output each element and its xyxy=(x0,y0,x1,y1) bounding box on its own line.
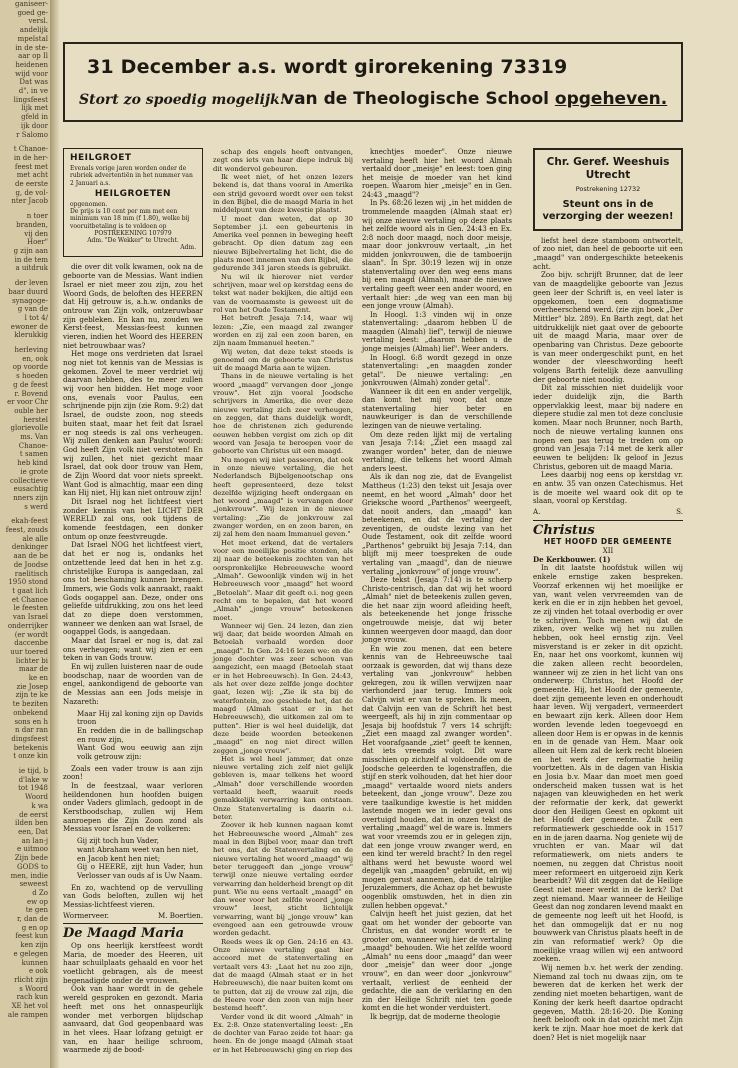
adjacent-page-text-line: Woord xyxy=(25,793,48,802)
paragraph: Zoo bijv. schrijft Brunner, dat de leer van de maagdelijke geboorte van Jezus geen leer der Schrift is, en veel later is opgekomen, toen een dogmatisme overheerschend werd. (zie zijn boek „Der Mittler" blz. 289). En Barth zegt, dat het uitdrukkelijk niet gaat over de geboorte uit de maagd Maria, maar over de openbaring van Christus. Deze geboorte is van meer ondergeschikt punt, en het wonder der vleeschwording heeft volgens Barth feitelijk deze aanvulling der geboorte niet noodig. xyxy=(533,270,683,384)
heilgroeten-text: opgenomen. xyxy=(70,201,108,209)
column-1-signature xyxy=(63,912,203,921)
paragraph: Het moge ons verdrieten dat Israel nog niet tot kennis van de Messias is gekomen. Zovel te meer verdriet wij daarvan hebben, des te meer zullen wij voor hen bidden. Het moge voor ons, evenals voor Paulus, een schrijnende pijn zijn (zie Rom. 9:2) dat Israel, de oudste zoon, nog steeds buiten staat, maar het feit dat Israel er nog steeds is zal ons verheugen. Wij zullen denken aan Paulus' woord: God heeft Zijn volk niet verstoten! En wij zullen, het niet gezicht maar Israel, dat ook door trouw van Hem, de Zijn Woord dat voor niets spreekt. Want God is almachtig, maar een ding kan Hij niet, Hij kan niet ontrouw zijn! xyxy=(63,349,203,498)
maagd-maria-paragraphs xyxy=(63,942,203,1055)
adjacent-page-text-line: n dar ran xyxy=(15,726,48,735)
adjacent-page-text-line: collectieve xyxy=(10,476,48,485)
adjacent-page-text-line: ale alle xyxy=(22,534,48,543)
adjacent-page-text-line: met acht xyxy=(16,171,48,180)
adjacent-page-text-line: de eerste xyxy=(14,180,48,189)
adjacent-page-text-line: s Woord xyxy=(19,984,48,993)
column-4 xyxy=(533,148,683,1042)
paragraph: Dit Israel nog het lichtfeest viert zonder kennis van het LICHT DER WERELD zal ons, ook tijdens de komende feestdagen, een donker ontum op onze feestvreugde. xyxy=(63,497,203,541)
adjacent-page-text-line: baar duurd xyxy=(8,287,48,296)
adjacent-page-text-line: rach kun xyxy=(16,993,48,1002)
adjacent-page-text-line: er voor Chr xyxy=(7,398,48,407)
paragraph: Ook van haar wordt in de gehele wereld gesproken en gezondt. Maria heeft met ons het onnaspeurlijk wonder met verborgen blijdschap aanvaard, dat God geopenbaard was in het vlees. Haar lofzang getuigt er van, en haar heilige schroom, waarmede zij de bood- xyxy=(63,984,203,1055)
paragraph: Wij weten, dat deze tekst steeds is genoemd om de geboorte van Christus uit de maagd Maria aan te wijzen. xyxy=(213,347,353,373)
column-4-signature xyxy=(533,508,683,517)
paragraph: Deze tekst (Jesaja 7:14) is te scherp Christo-centrisch, dan dat wij het woord „Almah" niet de beteekenis zullen geven, die het naar zijn woord afleiding heeft, als beteekenende het jonge frissche ongetrouwde meisje, dat wij beter kunnen weergeven door maagd, dan door jonge vrouw. xyxy=(362,576,512,645)
adjacent-page-text-line: r Salomo xyxy=(16,130,48,139)
adjacent-page-text-line: XE het vol xyxy=(11,1002,48,1011)
paragraph: Het moet erkend, dat de vertalers voor een moeilijke positie stonden, als zij naar de beteekenis zochten van het oorspronkelijke Hebreeuwsche woord „Almah". Gewoonlijk vinden wij in het Hebreeuwsch voor „maagd" het woord „Betoelah". Maar dit geeft o.i. nog geen recht om te bepalen, dat het woord „Almah" „jonge vrouw" beteekenen moet. xyxy=(213,538,353,622)
adjacent-page-text-line: lichter bi xyxy=(15,656,48,665)
paragraph: Wij nemen b.v. het werk der zending. Niemand zal toch nu dwaas zijn, om te beweren dat de kerken het werk der zending niet moeten behartigen, want de Koning der kerk heeft daartoe opdracht gegeven, Matth. 28:16-20. Die Koning heeft belooft ook in dat opzicht met Zijn kerk te zijn. Maar hoe moet de kerk dat doen? Het is niet mogelijk naar xyxy=(533,963,683,1042)
banner-underlined-word: opgeheven. xyxy=(554,89,668,109)
adjacent-page-text-line: de Joodse xyxy=(13,560,48,569)
adjacent-page-text-line: gfeld in xyxy=(21,113,48,122)
adjacent-page-text-line: Hoer" xyxy=(26,238,48,247)
adjacent-page-text-line: t onze kin xyxy=(13,752,48,761)
adjacent-page-text-line: an lan-j xyxy=(21,836,48,845)
paragraph: Lees daarbij nog eens op kerstdag vr. en antw. 35 van onzen Catechismus. Het is de moeite wel waard ook dit op te slaan, vooral op Kerstdag. xyxy=(533,470,683,506)
adjacent-page-text-line: d Zo xyxy=(32,888,48,897)
adjacent-page-text-line: lijk met xyxy=(21,104,48,113)
adjacent-page-text-line: Chanoe- xyxy=(18,441,48,450)
column-3 xyxy=(362,148,512,1021)
adjacent-page-text-line: s werd xyxy=(24,502,48,511)
paragraph: U moet dan weten, dat op 30 September j.l. een gebeurtenis in Amerika veel pennen in beweging heeft gebracht. Op dien datum zag een nieuwe Bijbelvertaling het licht, die de plaats moet innemen van den Bijbel, die gedurende 341 jaren steeds is gebruikt. xyxy=(213,214,353,273)
heilgroet-text: Evenals vorige jaren worden onder de rubriek advertentiën in het nummer van 2 Januari a.s. xyxy=(70,165,193,187)
paragraph: Thans in de nieuwe vertaling is het woord „maagd" vervangen door „jonge vrouw". Het zijn vooral Joodsche schrijvers in Amerika, die over deze nieuwe vertaling zich zeer verheugen, en zeggen, dat thans duidelijk wordt, hoe de christenen zich gedurende eeuwen hebben vergist om zich op dit woord van Jesaja te beroepen voor de geboorte van Christus uit een maagd. xyxy=(213,372,353,456)
banner-headline: 31 December a.s. wordt girorekening 73319 xyxy=(87,56,568,78)
paragraph: En wie zou menen, dat een betere kennis van de Hebreeuwsche taal oorzaak is geworden, dat wij thans deze vertaling van „jonkvrouw" hebben gekregen, zou ik willen verwijzen naar vierhonderd jaar terug. Immers ook Calvijn wist er van te spreken. Ik meen, dat Calvijn een van de Schrift het best weergeeft, als hij in zijn commentaar op Jesaja bij hoofdstuk 7 vers 14 schrijft: „Ziet een maagd zal zwanger worden". Het voorafgaande „ziet" geeft te kennen, dat iets vreemds volgt. Dit ware misschien op zichzelf al voldoende om de Joodsche geleerden te logenstraffen, die stijf en sterk volhouden, dat het hier door „maagd" vertaalde woord niets anders beteekent, dan „jonge vrouw". Deze zou vere taalkundige kwestie is het midden lastende mogen we in ieder geval ons overtuigd houden, dat in onzen tekst de vertaling „maagd" wel de ware is. Immers wat voor vreemds zou er in gelegen zijn, dat een jonge vrouw zwanger werd, en een kind ter wereld bracht? In den regel althans werd het bewuste woord wel degelijk van „maagden" gebruikt, en wij mogen gerust aannemen, dat de talrijke Jeruzalemmers, die Achaz op het bewuste oogenblik omstuwden, het in dien zin zullen hebben opgevat." xyxy=(362,644,512,910)
adjacent-page-text-line: r, dan de xyxy=(16,915,48,924)
paragraph: Als ik dan nog zie, dat de Evangelist Mattheus (1:23) den tekst uit Jesaja over neemt, en het woord „Almah" door het Grieksche woord „Parthenos" weergeeft, dat nooit anders, dan „maagd" kan beteekenen, en dat de vertaling der zeventigen, de oudste lezing van het Oude Testament, ook dit zelfde woord „Parthenos" gebruikt bij Jesaja 7:14, dan blijft mij meer toespreken de oude vertaling van „maagd", dan de nieuwe vertaling „jonkvrouw" of jonge vrouw". xyxy=(362,473,512,576)
adjacent-page-text-line: zijn te ke xyxy=(15,691,48,700)
adjacent-page-text-line: a uitdruk xyxy=(15,264,48,273)
adjacent-page-text-line: in de ste- xyxy=(15,43,48,52)
adjacent-page-text-line: k wa xyxy=(31,801,48,810)
heilgroet-title: HEILGROET xyxy=(70,153,132,163)
signature-initial-a: A. xyxy=(533,507,541,516)
adjacent-page-text-line: mpelstal xyxy=(17,34,48,43)
paragraph: Calvijn heeft het juist gezien, dat het gaat om het wonder der geboorte van Christus, en dat wonder wordt er te grooter om, wanneer wij hier de vertaling „maagd" behouden. Wie het zelfde woord „Almah" nu eens door „maagd" dan weer door „meisje" dan weer door „jonge vrouw", en dan weer door „jonkvrouw" vertaalt, verliest de eenheid der gedachte, die aan de verklaring en den zin der Heilige Schrift niet ten goede komt en die het wonder verduistert. xyxy=(362,910,512,1013)
adjacent-page-text-line: branden, xyxy=(16,220,48,229)
paragraph: Ik begrijp, dat de moderne theologie xyxy=(370,1012,501,1021)
paragraph: Verder vond ik dit woord „Almah" in Ex. 2:8. Onze statenvertaling leest: „En de dochter van Farao zeide tot haar: ga heen. En de jonge maagd (Almah staat er in het Hebreeuwsch) ging en riep des xyxy=(213,1012,353,1054)
adjacent-page-text-line: kunnen xyxy=(21,958,48,967)
adjacent-page-text-line: ale rampen xyxy=(7,1010,48,1019)
banner-subheadline: van de Theologische School opgeheven. xyxy=(283,89,668,109)
ad-slogan-2: verzorging der weezen! xyxy=(542,210,674,222)
column-1-poem xyxy=(77,710,203,762)
paragraph: En wij zullen luisteren naar de oude boodschap, naar de woorden van de engel, aankondigend de geboorte van de Messias aan een Jods meisje in Nazareth: xyxy=(63,662,203,706)
adjacent-page-text-line: ie tijd, b xyxy=(18,767,48,776)
adjacent-page-text-line: ijk door xyxy=(20,121,48,130)
adjacent-page-text-line: heb kind xyxy=(17,459,48,468)
adjacent-page-text-line: g, de vol- xyxy=(15,188,48,197)
adjacent-page-text-line: denkinger xyxy=(11,543,48,552)
paragraph: liefst heel deze stamboom ontwortelt, of zoo niet, dan heel de geboorte uit een „maagd" van ondergeschikte beteekenis acht. xyxy=(533,235,683,271)
paragraph: Zoals een vader trouw is aan zijn zoon! xyxy=(63,763,203,782)
adjacent-page-text-line: synagoge- xyxy=(12,296,48,305)
adjacent-page-text-line: g en op xyxy=(21,923,48,932)
adjacent-page-text-line: aar op Il xyxy=(18,52,48,61)
adjacent-page-text-line: herleving xyxy=(14,346,48,355)
adjacent-page-text-line: ekah-feest xyxy=(11,517,48,526)
adjacent-page-text-line: ken zijn xyxy=(20,941,48,950)
column-4-paragraphs xyxy=(533,237,683,506)
adjacent-page-text-line: e uitmoo xyxy=(17,845,48,854)
paragraph: Wanneer wij Gen. 24 lezen, dan zien wij daar, dat beide woorden Almah en Betoelah verbaald worden door „maagd". In Gen. 24:16 lezen we: en die jonge dochter was zeer schoon van aangezicht, een maagd (Betoelah staat er in het Hebreeuwsch). In Gen. 24:43, als het over deze zelfde jonge dochter gaat, lezen wij: „Zie ik sta bij de waterfontein, zoo geschiede het, dat de maagd (Almah staat er in het Hebreeuwsch), die uitkomen zal om te putten". Hier is wel heel duidelijk, dat deze beide woorden beteekenen „maagd" en nog niet direct willen zeggen „jonge vrouw". xyxy=(213,621,353,755)
page-fold-shadow xyxy=(50,0,60,1068)
adjacent-page-text-line: ms. Van xyxy=(20,433,48,442)
adjacent-page-text-line: te beziten xyxy=(12,700,48,709)
column-2-paragraphs xyxy=(213,148,353,1054)
adjacent-page-text-line: seweest xyxy=(19,880,48,889)
adjacent-page-text-line: nners zijn xyxy=(13,493,48,502)
adjacent-page-text-line: onbekend xyxy=(13,708,48,717)
adjacent-page-text-line: t samen xyxy=(19,450,48,459)
christus-paragraphs xyxy=(533,564,683,1042)
column-1-paragraphs xyxy=(63,263,203,706)
adjacent-page-text-line: maar de xyxy=(18,665,48,674)
adjacent-page-text-line: ke en xyxy=(28,674,48,683)
adjacent-page-text-line: rlicht zijn xyxy=(14,975,48,984)
heilgroet-giro: POSTREKENING 107979 xyxy=(94,229,172,237)
adjacent-page-text-line: heidenen xyxy=(15,60,48,69)
adjacent-page-text-line: goed ge- xyxy=(17,8,48,17)
adjacent-page-text-line: e ook xyxy=(28,967,48,976)
adjacent-page-text-line: op voorde xyxy=(12,363,48,372)
adjacent-page-text-line: feest met xyxy=(14,162,48,171)
column-1-paragraphs-2 xyxy=(63,765,203,835)
heilgroeten-title: HEILGROETEN xyxy=(94,188,172,199)
banner-call-to-action: Stort zo spoedig mogelijk! xyxy=(79,92,286,108)
adjacent-page-text-line: ouble her xyxy=(14,406,48,415)
adjacent-page-text-line: GODS to xyxy=(17,862,48,871)
paragraph: Dit zal misschien niet duidelijk voor ieder duidelijk zijn, die Barth oppervlakkig leest, maar bij nadere en diepere studie zal men tot deze conclusie komen. Maar noch Brunner, noch Barth, noch de nieuwe vertaling kunnen ons nopen een pas terug te treden om op grond van Jesaja 7:14 met de kerk aller eeuwen te belijden: Ik geloof in Jezus Christus, geboren uit de maagd Maria. xyxy=(533,383,683,471)
adjacent-page-text-line: tot 1948 xyxy=(18,784,48,793)
adjacent-page-text-line: nter Jacob xyxy=(11,197,48,206)
adjacent-page-text-line: zie Josep xyxy=(16,682,48,691)
poem-line: Gij o HEERE, zijt hun Vader, hun Verlosser van ouds af is Uw Naam. xyxy=(77,862,203,880)
poem-line: en Jacob kent hen niet; xyxy=(77,853,161,863)
adjacent-page-text-line: feest kun xyxy=(15,932,48,941)
adjacent-page-text-line: daccenbe xyxy=(14,639,48,648)
adjacent-page-text-line: uur toered xyxy=(10,647,48,656)
adjacent-page-text-line: ilden ben xyxy=(15,819,48,828)
column-1-poem-2 xyxy=(77,837,203,880)
heilgroet-notice xyxy=(63,148,203,257)
adjacent-page-text-line: in de tem xyxy=(14,255,48,264)
paragraph: In de feestzaal, waar verloren heildendonen hun hoofden buigen onder Vaders glimlach, gedoopt in de Kerstboodschap, zullen wij Hem aanroepen die Zijn Zoon zond als Messias voor Israel en de volkeren: xyxy=(63,781,203,834)
adjacent-page-text-line: klerukkig xyxy=(14,331,48,340)
adjacent-page-text-line: d'lake w xyxy=(18,775,48,784)
adjacent-page-text-line: sons en h xyxy=(14,717,48,726)
adjacent-page-text-line: der leven xyxy=(14,279,48,288)
adjacent-page-text-line: l tot 4/ xyxy=(24,313,48,322)
adjacent-page-text-line: versl. xyxy=(28,17,48,26)
article-title-christus: Christus xyxy=(533,522,595,538)
paragraph: In Hoogl. 6:8 wordt gezegd in onze statenvertaling: „en maagden zonder getal". De nieuwe vertaling: „en jonkvrouwen (Almah) zonder getal". xyxy=(362,353,512,388)
adjacent-page-text-line: glorievolle xyxy=(10,424,48,433)
adjacent-page-text-line: onderrijker xyxy=(7,621,48,630)
poem-line: Want God wou eeuwig aan zijn volk getrouw zijn: xyxy=(77,743,203,761)
heilgroet-address: Adm. "De Wekker" te Utrecht. xyxy=(87,237,179,245)
paragraph: Wanneer ik dit een en ander vergelijk, dan komt het mij voor, dat onze statenvertaling hier beter en nauwkeuriger is dan de verschillende lezingen van de nieuwe vertaling. xyxy=(362,387,512,430)
signature-author: M. Boertien. xyxy=(158,910,203,920)
adjacent-page-text-line: raelitisch xyxy=(14,569,48,578)
adjacent-page-text-line: Dat was xyxy=(19,78,48,87)
adjacent-page-text-line: aan de be xyxy=(13,552,48,561)
ad-org-name: Chr. Geref. Weeshuis xyxy=(546,156,670,168)
paragraph: Op ons heerlijk kerstfeest wordt Maria, de moeder des Heeren, uit haar schuilplaats gehaald en voor het voetlicht gebragen, als de meest begenadigde onder de vrouwen. xyxy=(63,941,203,985)
adjacent-page-text-line: en, ook xyxy=(22,354,48,363)
article-subtitle: HET HOOFD DER GEMEENTE xyxy=(543,537,673,547)
paragraph: schap des engels heeft ontvangen, zegt ons iets van haar diepe indruk bij dit wondervol gebeuren. xyxy=(213,148,353,173)
adjacent-page-text-line: een, Dat xyxy=(18,827,48,836)
paragraph: Zoover ik heb kunnen nagaan komt het Hebreeuwsche woord „Almah" zes maal in den Bijbel voor, maar dan treft het ons, dat de Statenvertaling en de nieuwe vertaling het woord „maagd" wij beter teruggeeft dan „jonge vrouw" terwijl onze nieuwe vertaling eerder verwarring dan helderheid brengt op dit punt. Wie nu eens vertaalt „maagd" en dan weer voor het zelfde woord „jonge vrouw" leest, sticht lichtelijk verwarring, want bij „jonge vrouw" kan evengoed aan een getrouwde vrouw worden gedacht. xyxy=(213,821,353,938)
poem-line: En redden die in de ballingschap en rouw zijn, xyxy=(77,725,203,744)
adjacent-page-text-line: men, indie xyxy=(10,871,48,880)
adjacent-page-text-line: betekenis xyxy=(13,743,48,752)
article-part-number: XII xyxy=(602,547,614,556)
adjacent-page-text-line: te gen xyxy=(25,906,48,915)
poem-line: Gij zijt toch hun Vader, xyxy=(77,836,159,846)
adjacent-page-text-line: van Israel xyxy=(12,613,48,622)
adjacent-page-text-line: d", in ve xyxy=(18,87,48,96)
paragraph: Maar dat Israel er nog is, dat zal ons verheugen; want wij zien er een teken in van Gods trouw. xyxy=(63,636,203,663)
adjacent-page-text-line: (er wordt xyxy=(14,630,48,639)
paragraph: Om deze reden lijkt mij de vertaling van Jesaja 7:14: „Ziet een maagd zal zwanger worden" beter, dan de nieuwe vertaling, die telkens het woord Almah anders leest. xyxy=(362,430,512,473)
adjacent-page-text-line: n toer xyxy=(26,212,48,221)
paragraph: Ik weet niet, of het onzen lezers bekend is, dat thans vooral in Amerika een strijd gevoerd wordt over een tekst in den Bijbel, die de maagd Maria in het middelpunt van deze kwestie plaatst. xyxy=(213,172,353,215)
adjacent-page-text-line: e gelegen xyxy=(13,949,48,958)
adjacent-page-text-line: lingsfeest xyxy=(13,95,48,104)
paragraph: In Hoogl. 1:3 vinden wij in onze statenvertaling: „daarom hebben U de maagden (Almah) lief", terwijl de nieuwe vertaling leest: „daarom hebben u de jonge meisjes (Almah) lief". Weer anders. xyxy=(362,310,512,353)
adjacent-page-text-line: s hoeden xyxy=(16,372,48,381)
signature-initial-s: S. xyxy=(676,507,683,516)
announcement-banner xyxy=(63,42,683,122)
paragraph: Nu mogen wij niet passeeren, dat ook in onze nieuwe vertaling, die het Nederlandsch Bijbelgenootschap ons heeft gepresenteerd, deze tekst dezelfde wijziging heeft ondergaan en het woord „maagd" is vervangen door „jonkvrouw". Wij lezen in de nieuwe vertaling: „Zie de jonkvrouw zal zwanger worden, en en zoon baren, en zij zal hem den naam Immanuel geven." xyxy=(213,455,353,539)
adjacent-page-text-line: t gaat lich xyxy=(12,587,48,595)
adjacent-page-text-line: eusachtig xyxy=(13,485,48,494)
adjacent-page-text-line: ewoner de xyxy=(10,322,48,331)
section-rule xyxy=(533,520,683,521)
paragraph: Dat Israel NOG het lichtfeest viert, dat het er nog is, ondanks het ontzettende leed dat hen in het z.g. christelijke Europa is aangedaan, zal ons tot beschaming kunnen brengen. Immers, wie Gods volk aanraakt, raakt Gods oogappel aan. Deze, onder ons geliefde uitdrukking, zou ons het leed dat zo diepe doen verstommen, wanneer we denken aan wat Israel, de oogappel Gods, is aangedaan. xyxy=(63,540,203,637)
adjacent-page-text-line: t Chanoe- xyxy=(13,145,48,154)
heilgroet-sign: Adm. xyxy=(180,244,196,252)
adjacent-page-text-line: vij den xyxy=(24,229,48,238)
adjacent-page-text-line: g zijn aan xyxy=(13,246,48,255)
adjacent-page-text-line: r. Bovend xyxy=(14,389,48,398)
paragraph: Reeds wees ik op Gen. 24:16 en 43. Onze nieuwe vertaling gaat hier accoord met de statenvertaling en vertaalt vers 43: „Laat het nu zoo zijn, dat de maagd (Almah staat er in het Hebreeuwsch), die naar buiten komt om te putten, dat zij de vrouw zal zijn, die de Heere voor den zoon van mijn heer bestemd heeft". xyxy=(213,937,353,1013)
adjacent-page-text-line: le feesten xyxy=(13,604,48,613)
article-subheading: De Kerkbouwer. (1) xyxy=(533,554,611,564)
paragraph: Het betreft Jesaja 7:14, waar wij lezen: „Zie, een maagd zal zwanger worden en zij zal een zoon baren, en zijn naam Immanuel heeten." xyxy=(213,314,353,348)
signature-place: Wormerveer. xyxy=(63,910,110,920)
paragraph: In dit laatste hoofdstuk willen wij enkele ernstige zaken bespreken. Voorzaf erkennen wij het moeilijke er van, want velen vervreemden van de kerk en die er in zijn hebben het gevoel, ze zij vinden het totaal overbodig er over te schrijven. Toch menen wij dat de ziken, over welke wij het nu zullen hebben, ook heel ernstig zijn. Veel misverstand is er zeker in dit opzicht. En, naar het ons voorkomt, kunnen wij die zaken alleen recht beoordelen, wanneer wij ze zien in het licht van ons onderwerp: Christus, het Hoofd der gemeente. Hij, het Hoofd der gemeente, doet zijn gemeente leven en onderhoudt haar leven. Wij vergadert, vermeerdert en bewaart zijn kerk. Alleen door Hem worden levende leden toegevoegd en alleen door Hem is er opwas in de kennis en in de genade van Hem. Maar ook alleen uit Hem zal de kerk recht bloeien en het werk der reformatie heilig voortzetten. Als in de dagen van Hiskia en Josia b.v. Maar dan moet men goed onderscheid maken tussen wat is het najagen van kleuwigheden en het werk der reformatie der kerk, dat gewerkt door den Heiligen Geest en opkomt uit het Hoofd der gemeente. Zulk een reformatiewerk geschiedde ook in 1517 en in de jaren daarna. Nog geniete wij de vruchten er van. Maar wil dat reformatiewerk, om niets anders te noemen, nu zeggen dat Christus nooit meer reformeert en uitgeroeid zijn Kerk bearbeidt? Wil dit zeggen dat de Heilige Geest niet meer werkt in de kerk? Dat zegt niemand. Maar wanneer de Heilige Geest dan nog zondaren levend maakt en de gemeente nog leeft uit het Hoofd, is het dan ommogelijk dat er nu nog bouwwerk van Christus plaats heeft in de zin van reformatief werk? Op die moeilijke vraag willen wij een antwoord zoeken. xyxy=(533,563,683,964)
paragraph: knechtjes moeder". Onze nieuwe vertaling heeft hier het woord Almah vertaald door „meisje" en leest: toen ging het meisje de moeder van het kind roepen. Waarom hier „meisje" en in Gen. 24:43 „maagd"? xyxy=(362,148,512,199)
column-3-paragraphs xyxy=(362,148,512,1021)
heilgroet-price: De prijs is 10 cent per mm met een minimum van 18 mm (f 1.80), welke bij vooruitbetaling is te voldoen op xyxy=(70,208,190,230)
adjacent-page-text-line: ie grote xyxy=(20,467,48,476)
section-rule xyxy=(63,923,203,924)
orphanage-advertisement xyxy=(533,148,683,231)
adjacent-page-text-line: feest, zouds xyxy=(5,526,48,535)
article-title-maagd-maria: De Maagd Maria xyxy=(63,926,185,942)
column-1-closing: En zo, wachtend op de vervulling van Gods beloften, zullen wij het Messias-lichtfeest vieren. xyxy=(63,882,203,909)
adjacent-page-text-line: g van de xyxy=(17,305,48,314)
adjacent-page-text-line: et Chanoe xyxy=(11,595,48,604)
poem-line: want Abraham weet van hen niet, xyxy=(77,844,199,854)
column-2 xyxy=(213,148,353,1054)
column-1 xyxy=(63,148,203,1055)
adjacent-page-text-line: ganiseer- xyxy=(15,0,48,8)
adjacent-page-text-line: wijd voor xyxy=(15,69,48,78)
adjacent-page-text-line: dingsfeest xyxy=(11,734,48,743)
paragraph: die over dit volk kwamen, ook na de geboorte van de Messias. Want indien Israel er niet meer zou zijn, zou het Woord Gods, de beloften des HEEREN dat Hij getrouw is, a.h.w. ondanks de ontrouw van Zijn volk, ontzeruwbaar zijn gebleken. En kan nu, zouden we Kerst-feest, Messias-feest kunnen vieren, indien het Woord des HEEREN niet betrouwbaar was? xyxy=(63,262,203,350)
adjacent-page-text-line: de eerst xyxy=(19,810,48,819)
adjacent-page-strip xyxy=(0,0,52,1068)
ad-city: Utrecht xyxy=(585,169,631,181)
adjacent-page-text-line: 1950 stond xyxy=(8,578,48,587)
adjacent-page-text-line: g de feest xyxy=(13,380,48,389)
adjacent-page-text-line: andelijk xyxy=(19,26,48,35)
ad-giro: Postrekening 12732 xyxy=(575,185,641,193)
adjacent-page-text-line: ew op xyxy=(26,897,48,906)
paragraph: Het is wel heel jammer, dat onze nieuwe vertaling zich zelf niet gelijk gebleven is, maar telkens het woord „Almah" door verschillende woorden vertaald heeft, waaruit reeds gemakkelijk verwarring kan ontstaan. Onze Statenvertaling is daarin o.i. beter. xyxy=(213,754,353,821)
paragraph: Nu wil ik hierover niet verder schrijven, maar wel op kerstdag eens de tekst wat nader bekijken, die altijd een van de voornaamste is geweest uit de rol van het Oude Testament. xyxy=(213,272,353,314)
adjacent-page-text-line: herstel xyxy=(23,415,48,424)
paragraph: In Ps. 68:26 lezen wij „in het midden de trommelende maagden (Almah staat er) wij onze nieuwe vertaling op deze plaats het zelfde woord als in Gen. 24:43 en Ex. 2:8 noch door maagd, noch door meisje, maar door jonkvrouw vertaalt, „in het midden jonkvrouwen, die de tamboerijn slaan". In Spr. 30:19 lezen wij in onze statenvertaling over den weg eens mans bij een maagd (Almah), maar de nieuwe vertaling geeft weer een ander woord, en vertaalt hier: „de weg van een man bij een jonge vrouw (Almah). xyxy=(362,199,512,311)
ad-slogan-1: Steunt ons in de xyxy=(562,198,654,210)
poem-line: Maar Hij zal koning zijn op Davids troon xyxy=(77,708,203,727)
adjacent-page-text-line: Zijn bede xyxy=(14,854,48,863)
adjacent-page-text-line: in de her- xyxy=(13,153,48,162)
